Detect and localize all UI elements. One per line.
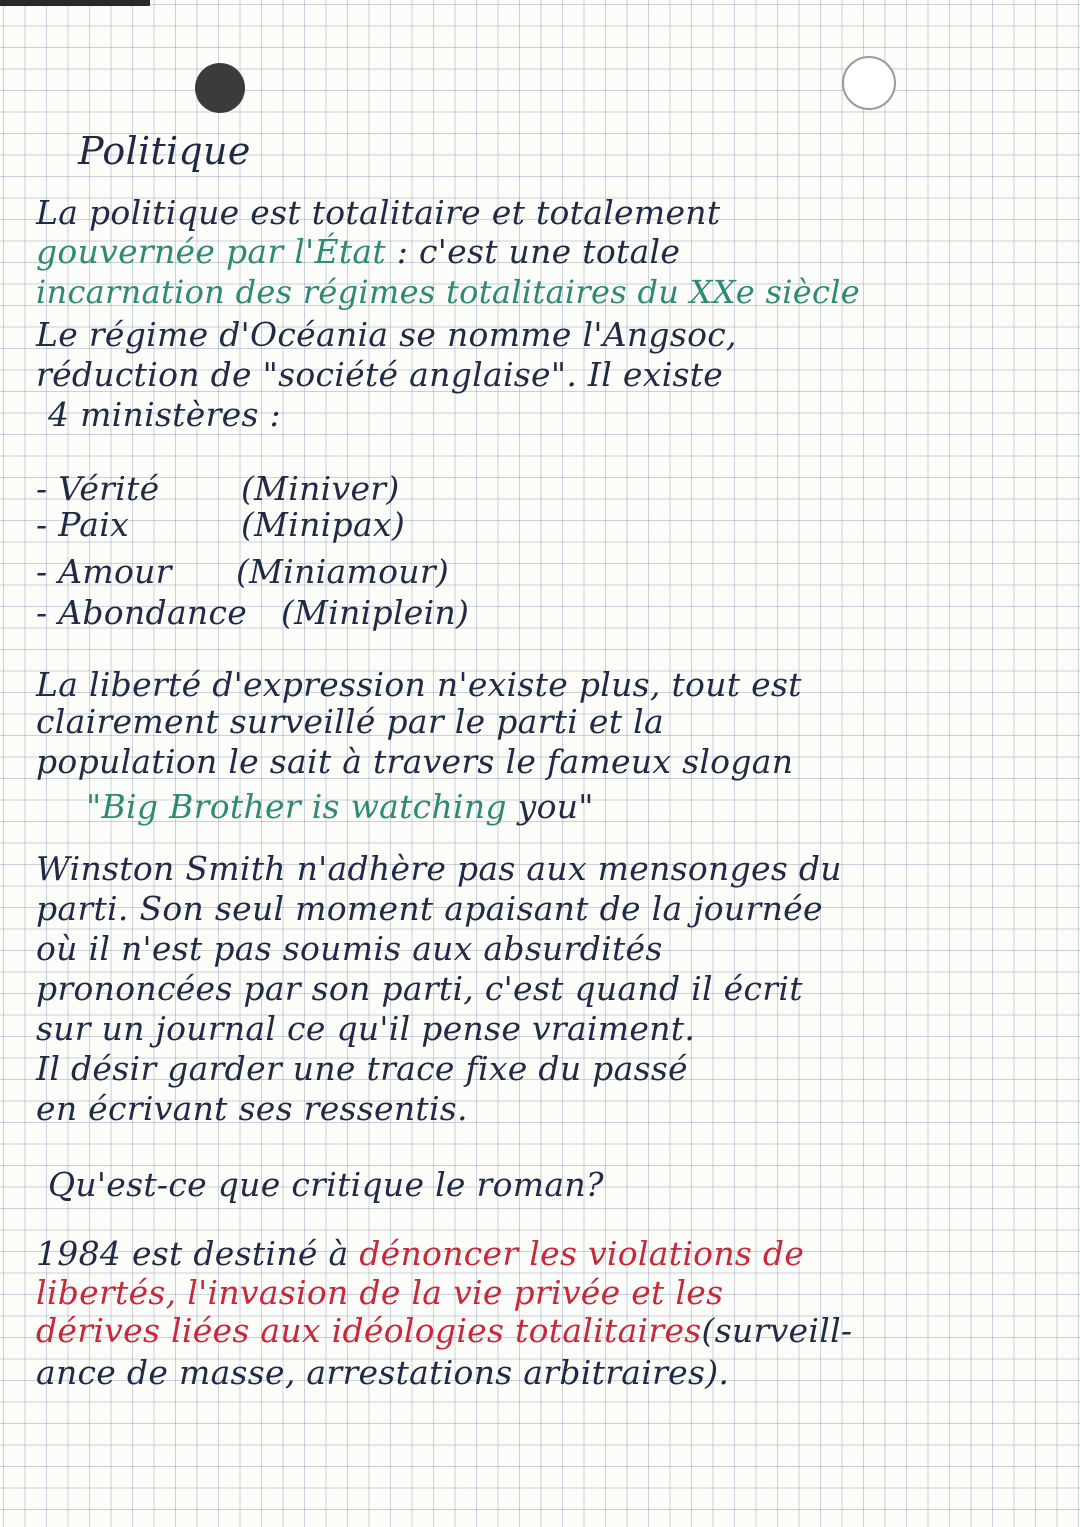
answer-highlight-2: libertés: [36, 1273, 166, 1312]
answer-line-4: ance de masse, arrestations arbitraires).: [36, 1353, 730, 1392]
winston-line-5: sur un journal ce qu'il pense vraiment.: [36, 1009, 696, 1048]
answer-highlight-1: dénoncer les violations de: [359, 1234, 805, 1273]
punch-hole-right: [842, 56, 896, 110]
ministry-name: - Vérité: [36, 469, 160, 508]
ministry-name: - Paix: [36, 505, 130, 544]
intro-line-1: La politique est totalitaire et totalement: [36, 193, 721, 232]
winston-line-2: parti. Son seul moment apaisant de la journée: [36, 889, 823, 928]
punch-hole-left: [195, 63, 245, 113]
slogan-part-1: "Big Brother is: [86, 787, 340, 826]
slogan-part-3: you": [517, 787, 594, 826]
ministry-item-abondance: [36, 593, 470, 632]
section-heading: Politique: [78, 129, 251, 173]
winston-line-4: prononcées par son parti, c'est quand il écrit: [36, 969, 803, 1008]
page-edge-shadow: [0, 0, 150, 6]
ministry-alias: (Miniver): [241, 469, 400, 508]
winston-line-3: où il n'est pas soumis aux absurdités: [36, 929, 663, 968]
winston-line-7: en écrivant ses ressentis.: [36, 1089, 468, 1128]
ministry-item-verite: [36, 469, 400, 508]
intro-line-2-rest: : c'est une totale: [396, 232, 681, 271]
intro-line-3: incarnation des régimes totalitaires du XXe siècle: [36, 273, 860, 311]
slogan: [86, 787, 594, 826]
winston-line-6: Il désir garder une trace fixe du passé: [36, 1049, 688, 1088]
intro-line-6: 4 ministères :: [48, 395, 281, 434]
answer-line-1: [36, 1234, 805, 1273]
ministry-name: - Abondance: [36, 593, 248, 632]
answer-line-1-start: 1984 est destiné à: [36, 1234, 349, 1273]
question: Qu'est-ce que critique le roman?: [48, 1165, 604, 1204]
intro-highlight-state: gouvernée par l'État: [36, 232, 386, 271]
answer-line-2: [36, 1273, 724, 1312]
winston-line-1: Winston Smith n'adhère pas aux mensonges du: [36, 849, 842, 888]
ministry-item-amour: [36, 552, 450, 591]
ministry-item-paix: [36, 505, 406, 544]
ministry-alias: (Minipax): [241, 505, 406, 544]
ministry-name: - Amour: [36, 552, 172, 591]
intro-line-4: Le régime d'Océania se nomme l'Angsoc,: [36, 315, 737, 354]
liberty-line-3: population le sait à travers le fameux slogan: [36, 742, 794, 781]
ministry-alias: (Miniamour): [236, 552, 450, 591]
slogan-part-2: watching: [350, 787, 507, 826]
answer-highlight-3: , l'invasion de la vie privée et les: [165, 1273, 724, 1312]
answer-line-3: [36, 1311, 853, 1350]
ministry-alias: (Miniplein): [281, 593, 470, 632]
answer-line-3-end: (surveill-: [701, 1311, 853, 1350]
intro-line-5: réduction de "société anglaise". Il existe: [36, 355, 724, 394]
intro-line-2: [36, 232, 681, 271]
liberty-line-2: clairement surveillé par le parti et la: [36, 702, 664, 741]
answer-highlight-4: dérives liées aux idéologies totalitaires: [36, 1311, 702, 1350]
liberty-line-1: La liberté d'expression n'existe plus, tout est: [36, 665, 802, 704]
